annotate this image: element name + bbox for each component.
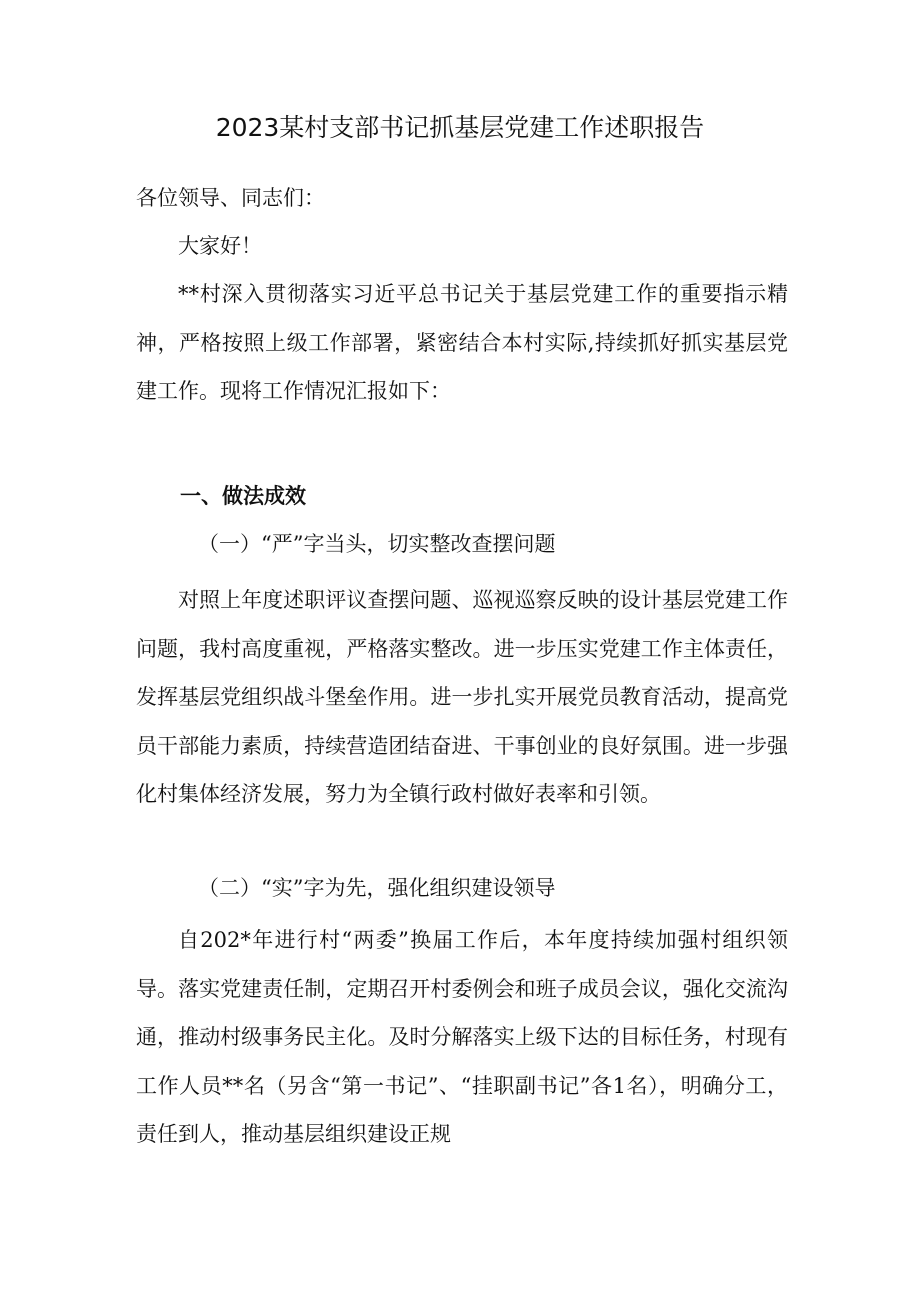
salutation: 各位领导、同志们： <box>136 186 325 210</box>
document-title: 2023某村支部书记抓基层党建工作述职报告 <box>215 113 705 142</box>
subsection-paragraph-1: 对照上年度述职评议查摆问题、巡视巡察反映的设计基层党建工作问题，我村高度重视，严格落实整改。进一步压实党建工作主体责任，发挥基层党组织战斗堡垒作用。进一步扎实开展党员教育活动，提高党员干部能力素质，持续营造团结奋进、干事创业的良好氛围。进一步强化村集体经济发展，努力为全镇行政村做好表率和引领。 <box>136 588 788 806</box>
section-heading-1: 一、做法成效 <box>180 484 306 508</box>
greeting: 大家好！ <box>178 234 262 258</box>
subsection-heading-2: （二）“实”字为先，强化组织建设领导 <box>198 876 556 900</box>
subsection-heading-1: （一）“严”字当头，切实整改查摆问题 <box>198 532 556 556</box>
intro-paragraph: **村深入贯彻落实习近平总书记关于基层党建工作的重要指示精神，严格按照上级工作部署，紧密结合本村实际,持续抓好抓实基层党建工作。现将工作情况汇报如下： <box>136 282 788 403</box>
subsection-paragraph-2: 自202*年进行村“两委”换届工作后，本年度持续加强村组织领导。落实党建责任制，定期召开村委例会和班子成员会议，强化交流沟通，推动村级事务民主化。及时分解落实上级下达的目标任务，村现有工作人员**名（另含“第一书记”、“挂职副书记”各1名），明确分工，责任到人，推动基层组织建设正规 <box>136 928 788 1146</box>
